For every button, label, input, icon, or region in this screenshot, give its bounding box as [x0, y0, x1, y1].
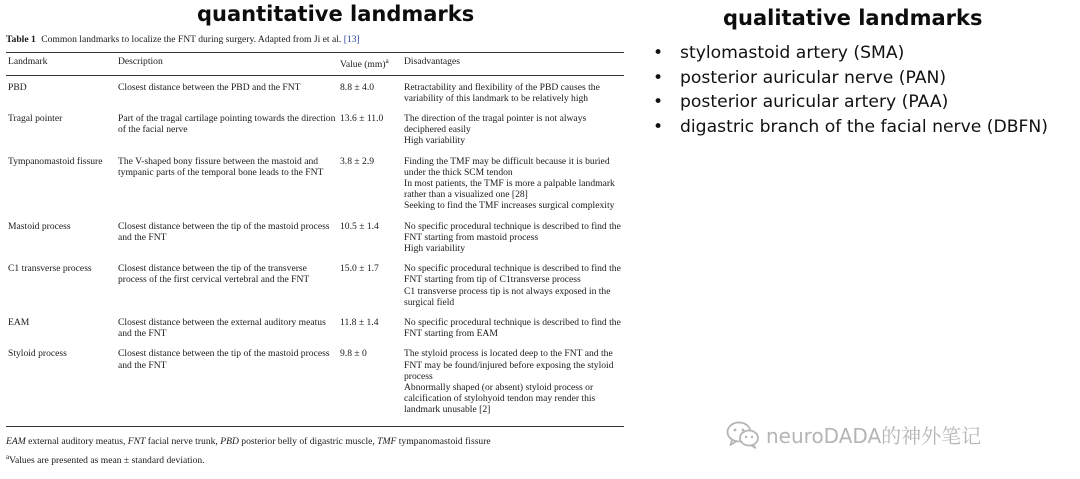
disadvantage-line: Abnormally shaped (or absent) styloid process or calcification of stylohyoid tendon may render this landmark unusable [2] — [404, 382, 596, 416]
header-value — [338, 53, 402, 75]
header-value-sup: a — [385, 57, 389, 66]
cell-disadvantages — [402, 113, 624, 156]
cell-value: 11.8 ± 1.4 — [340, 317, 379, 329]
header-value-text: Value (mm) — [340, 59, 386, 71]
cell-disadvantages — [402, 221, 624, 264]
footnote-abbreviations — [6, 436, 624, 447]
qualitative-item-text: digastric branch of the facial nerve (DBFN) — [680, 116, 1048, 137]
cell-description: The V-shaped bony fissure between the mastoid and tympanic parts of the temporal bone leads to the FNT — [118, 155, 324, 178]
cell-landmark: EAM — [8, 317, 30, 329]
cell-value: 13.6 ± 11.0 — [340, 113, 384, 124]
cell-landmark: Mastoid process — [8, 220, 71, 232]
cell-landmark: Styloid process — [8, 348, 67, 360]
cell-value: 9.8 ± 0 — [340, 348, 367, 360]
footnote-values — [6, 452, 624, 466]
table-row — [6, 156, 624, 221]
cell-landmark: Tympanomastoid fissure — [8, 155, 103, 167]
cell-disadvantages — [402, 156, 624, 221]
watermark — [726, 420, 981, 449]
table-caption-label: Table 1 — [6, 34, 36, 45]
cell-disadvantages — [402, 317, 624, 348]
disadvantage-line: No specific procedural technique is described to find the FNT starting from tip of C1transverse process — [404, 263, 621, 286]
footnote-abbr-definition: tympanomastoid fissure — [396, 435, 491, 447]
qualitative-item-text: posterior auricular artery (PAA) — [680, 92, 949, 112]
cell-value: 3.8 ± 2.9 — [340, 155, 375, 167]
cell-disadvantages — [402, 348, 624, 426]
disadvantage-line: No specific procedural technique is described to find the FNT starting from mastoid process — [404, 220, 621, 243]
footnote-abbr-term: EAM — [6, 435, 26, 447]
qualitative-item-text: posterior auricular nerve (PAN) — [680, 67, 947, 88]
disadvantage-line: High variability — [404, 135, 466, 147]
qualitative-item — [653, 115, 1048, 140]
table-row — [6, 317, 624, 348]
qualitative-item — [653, 90, 1048, 115]
header-description: Description — [118, 56, 163, 68]
table-caption-ref: [13] — [343, 34, 360, 45]
cell-value: 15.0 ± 1.7 — [340, 263, 379, 275]
cell-description: Closest distance between the tip of the transverse process of the first cervical vertebral and the FNT — [118, 263, 310, 286]
table-header-row — [6, 53, 624, 75]
cell-landmark: C1 transverse process — [8, 263, 92, 275]
disadvantage-line: Finding the TMF may be difficult because it is buried under the thick SCM tendon — [404, 155, 610, 178]
disadvantage-line: High variability — [404, 243, 466, 255]
footnote-values-sup: a — [6, 452, 10, 461]
footnote-abbr-term: FNT — [127, 435, 146, 447]
cell-description: Closest distance between the tip of the mastoid process and the FNT — [118, 348, 330, 371]
qualitative-item — [653, 66, 1048, 91]
cell-disadvantages — [402, 75, 624, 113]
qualitative-list — [653, 41, 1048, 139]
footnote-values-text: Values are presented as mean ± standard deviation. — [9, 455, 205, 467]
table-row — [6, 113, 624, 156]
quantitative-heading: quantitative landmarks — [197, 2, 475, 26]
table-row — [6, 348, 624, 426]
disadvantage-line: Seeking to find the TMF increases surgical complexity — [404, 200, 615, 212]
landmarks-table-section — [6, 34, 624, 466]
bullet-icon: • — [653, 116, 664, 137]
cell-description: Closest distance between the tip of the mastoid process and the FNT — [118, 220, 330, 243]
footnote-abbr-definition: facial nerve trunk, — [145, 435, 221, 447]
bullet-icon: • — [653, 92, 664, 112]
qualitative-heading: qualitative landmarks — [723, 6, 983, 30]
disadvantage-line: No specific procedural technique is described to find the FNT starting from EAM — [404, 317, 621, 340]
disadvantage-line: In most patients, the TMF is more a palpable landmark rather than a visualized one [28] — [404, 178, 615, 201]
qualitative-item-text: stylomastoid artery (SMA) — [680, 43, 905, 63]
disadvantage-line: The direction of the tragal pointer is not always deciphered easily — [404, 113, 587, 136]
footnote-abbr-term: PBD — [220, 435, 239, 447]
landmarks-table — [6, 52, 624, 426]
cell-description: Closest distance between the external auditory meatus and the FNT — [118, 317, 326, 340]
cell-disadvantages — [402, 263, 624, 317]
bullet-icon: • — [653, 67, 664, 88]
footnote-abbr-definition: external auditory meatus, — [25, 435, 128, 447]
cell-value: 10.5 ± 1.4 — [340, 220, 379, 232]
header-landmark: Landmark — [8, 56, 48, 68]
cell-landmark: PBD — [8, 81, 27, 93]
wechat-icon — [726, 421, 760, 449]
cell-description: Part of the tragal cartilage pointing towards the direction of the facial nerve — [118, 113, 336, 136]
table-row — [6, 221, 624, 264]
cell-value: 8.8 ± 4.0 — [340, 81, 375, 93]
footnote-abbr-term: TMF — [377, 435, 397, 447]
cell-description: Closest distance between the PBD and the FNT — [118, 81, 301, 93]
header-disadvantages: Disadvantages — [404, 56, 460, 68]
table-row — [6, 263, 624, 317]
table-body — [6, 75, 624, 426]
footnote-abbr-definition: posterior belly of digastric muscle, — [238, 435, 378, 447]
watermark-text: neuroDADA的神外笔记 — [766, 424, 982, 448]
disadvantage-line: C1 transverse process tip is not always exposed in the surgical field — [404, 285, 611, 308]
table-caption-text: Common landmarks to localize the FNT during surgery. Adapted from Ji et al. — [41, 34, 342, 45]
table-caption — [6, 34, 624, 45]
disadvantage-line: The styloid process is located deep to the FNT and the FNT may be found/injured before exposing the styloid process — [404, 348, 614, 382]
table-row — [6, 75, 624, 113]
cell-landmark: Tragal pointer — [8, 113, 63, 124]
qualitative-item — [653, 41, 1048, 66]
disadvantage-line: Retractability and flexibility of the PBD causes the variability of this landmark to be relatively high — [404, 81, 600, 104]
bullet-icon: • — [653, 43, 664, 63]
